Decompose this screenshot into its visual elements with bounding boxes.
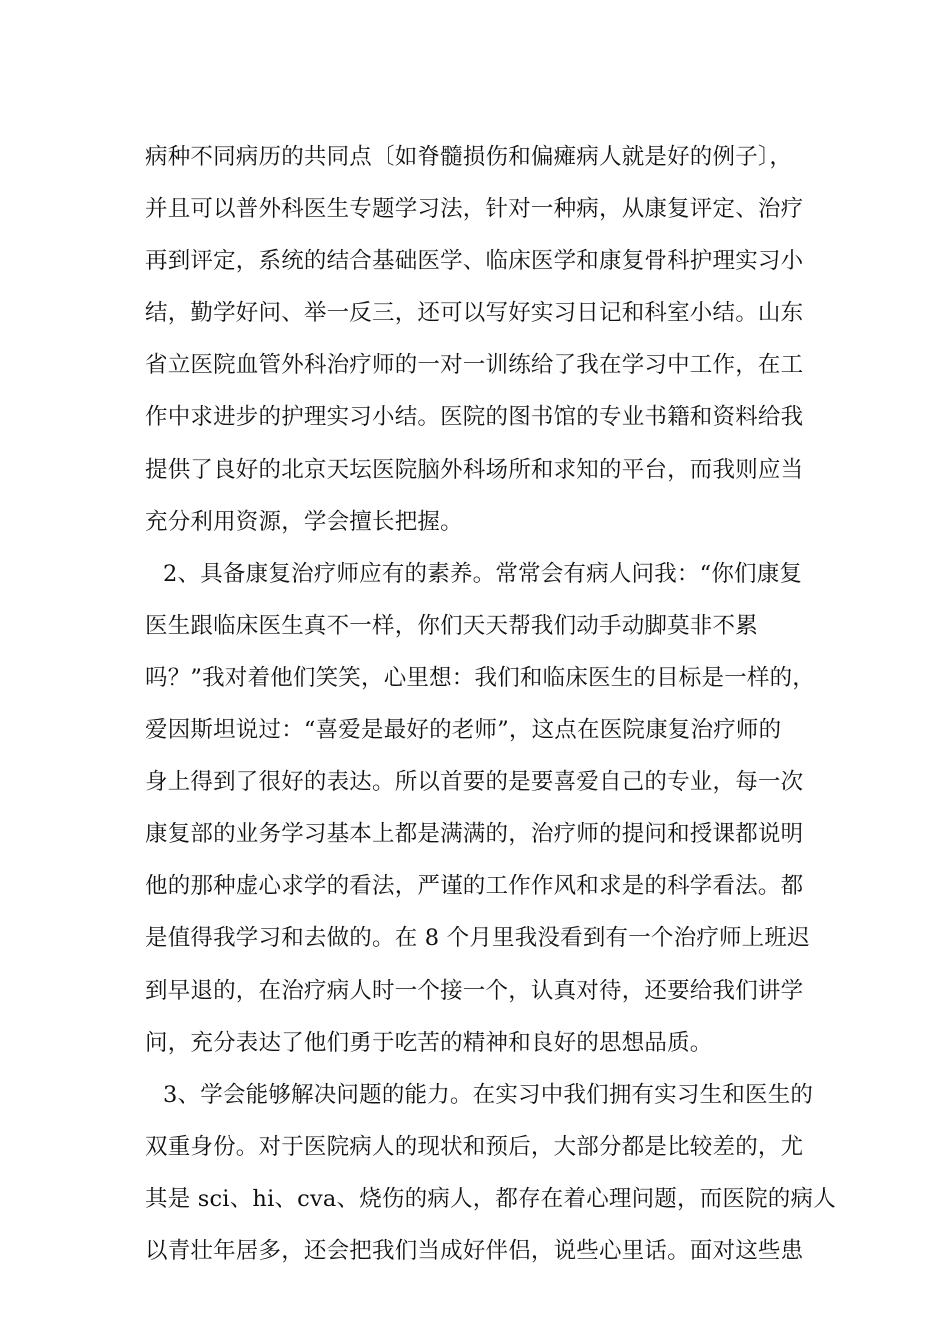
text-line: 省立医院血管外科治疗师的一对一训练给了我在学习中工作，在工 bbox=[145, 352, 804, 379]
text-line: 以青壮年居多，还会把我们当成好伴侣，说些心里话。面对这些患 bbox=[145, 1237, 804, 1264]
text-line: 爱因斯坦说过：“喜爱是最好的老师”，这点在医院康复治疗师的 bbox=[145, 717, 782, 744]
text-line: 医生跟临床医生真不一样，你们天天帮我们动手动脚莫非不累 bbox=[145, 612, 758, 639]
text-line: 双重身份。对于医院病人的现状和预后，大部分都是比较差的，尤 bbox=[145, 1133, 804, 1160]
text-line: 其是 sci、hi、cva、烧伤的病人，都存在着心理问题，而医院的病人 bbox=[145, 1185, 836, 1212]
paragraph-2-start: 2、具备康复治疗师应有的素养。常常会有病人问我：“你们康复 bbox=[163, 560, 803, 587]
text-line: 并且可以普外科医生专题学习法，针对一种病，从康复评定、治疗 bbox=[145, 196, 804, 223]
text-line: 吗？”我对着他们笑笑，心里想：我们和临床医生的目标是一样的， bbox=[145, 664, 816, 691]
text-line: 身上得到了很好的表达。所以首要的是要喜爱自己的专业，每一次 bbox=[145, 769, 804, 796]
text-line: 提供了良好的北京天坛医院脑外科场所和求知的平台，而我则应当 bbox=[145, 456, 804, 483]
text-line: 充分利用资源，学会擅长把握。 bbox=[145, 508, 463, 535]
text-line: 是值得我学习和去做的。在 8 个月里我没看到有一个治疗师上班迟 bbox=[145, 925, 810, 952]
text-line: 到早退的，在治疗病人时一个接一个，认真对待，还要给我们讲学 bbox=[145, 977, 804, 1004]
text-line: 作中求进步的护理实习小结。医院的图书馆的专业书籍和资料给我 bbox=[145, 404, 804, 431]
text-line: 他的那种虚心求学的看法，严谨的工作作风和求是的科学看法。都 bbox=[145, 873, 804, 900]
body-text bbox=[145, 131, 836, 1277]
text-line: 病种不同病历的共同点〔如脊髓损伤和偏瘫病人就是好的例子〕， bbox=[145, 144, 793, 170]
text-line: 问，充分表达了他们勇于吃苦的精神和良好的思想品质。 bbox=[145, 1029, 713, 1056]
text-line: 康复部的业务学习基本上都是满满的，治疗师的提问和授课都说明 bbox=[145, 821, 804, 848]
text-line: 结，勤学好问、举一反三，还可以写好实习日记和科室小结。山东 bbox=[145, 300, 804, 327]
text-line: 再到评定，系统的结合基础医学、临床医学和康复骨科护理实习小 bbox=[145, 248, 804, 275]
paragraph-3-start: 3、学会能够解决问题的能力。在实习中我们拥有实习生和医生的 bbox=[163, 1081, 814, 1108]
